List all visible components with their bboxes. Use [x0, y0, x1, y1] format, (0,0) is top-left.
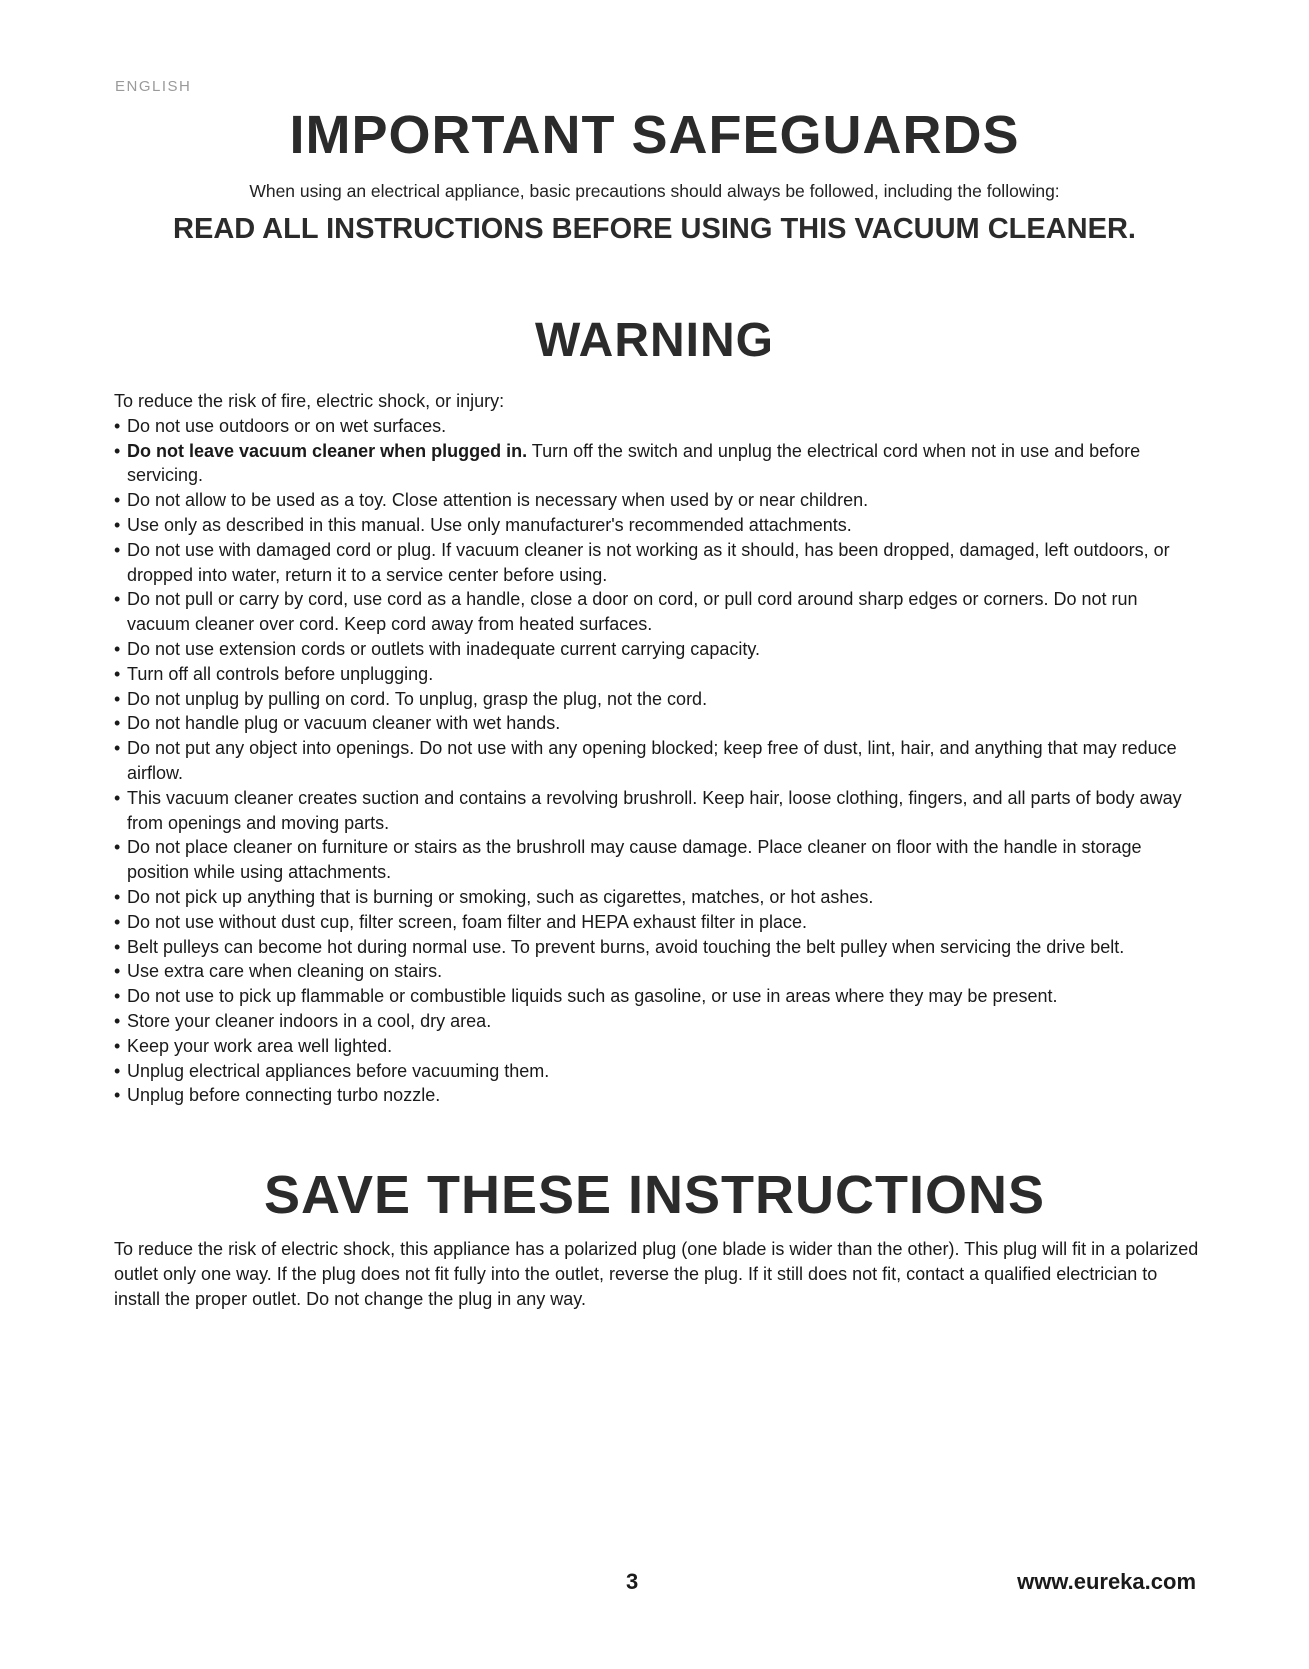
- item-text: Do not use to pick up flammable or combustible liquids such as gasoline, or use in areas where they may be present.: [127, 986, 1058, 1007]
- list-item: [114, 538, 1204, 588]
- item-text: This vacuum cleaner creates suction and contains a revolving brushroll. Keep hair, loose clothing, fingers, and all parts of body away from openings and moving parts.: [127, 787, 1182, 833]
- item-text: Unplug electrical appliances before vacuuming them.: [127, 1060, 550, 1081]
- list-item: [114, 835, 1204, 885]
- item-text: Do not use without dust cup, filter screen, foam filter and HEPA exhaust filter in place.: [127, 911, 808, 932]
- list-item: [114, 935, 1204, 960]
- list-item: [114, 786, 1204, 836]
- language-label: ENGLISH: [115, 78, 192, 95]
- website-url: www.eureka.com: [1017, 1569, 1196, 1594]
- warning-intro: To reduce the risk of fire, electric shock, or injury:: [114, 391, 505, 411]
- item-text: Do not place cleaner on furniture or stairs as the brushroll may cause damage. Place cleaner on floor with the handle in storage position while using attachments.: [127, 837, 1142, 883]
- item-text: Do not use with damaged cord or plug. If vacuum cleaner is not working as it should, has been dropped, damaged, left outdoors, or dropped into water, return it to a service center before using.: [127, 539, 1170, 585]
- warning-list: [114, 414, 1204, 1108]
- list-item: [114, 662, 1204, 687]
- warning-heading: WARNING: [535, 314, 774, 367]
- list-item: [114, 910, 1204, 935]
- list-item: [114, 1083, 1204, 1108]
- item-text: Do not use extension cords or outlets with inadequate current carrying capacity.: [127, 638, 761, 659]
- read-instructions-heading: READ ALL INSTRUCTIONS BEFORE USING THIS VACUUM CLEANER.: [173, 213, 1136, 245]
- list-item: [114, 414, 1204, 439]
- item-text: Turn off all controls before unplugging.: [127, 663, 434, 684]
- item-text: Do not handle plug or vacuum cleaner with wet hands.: [127, 713, 561, 734]
- item-text: Keep your work area well lighted.: [127, 1035, 393, 1056]
- item-text: Do not allow to be used as a toy. Close attention is necessary when used by or near children.: [127, 490, 869, 511]
- list-item: [114, 984, 1204, 1009]
- item-text: Unplug before connecting turbo nozzle.: [127, 1085, 441, 1106]
- list-item: [114, 885, 1204, 910]
- list-item: [114, 587, 1204, 637]
- warning-section: [114, 389, 1204, 1108]
- item-text: Do not unplug by pulling on cord. To unplug, grasp the plug, not the cord.: [127, 688, 708, 709]
- item-text: Use extra care when cleaning on stairs.: [127, 961, 443, 982]
- item-text: Do not pull or carry by cord, use cord as a handle, close a door on cord, or pull cord around sharp edges or corners. Do not run vacuum cleaner over cord. Keep cord away from heated surfaces.: [127, 589, 1138, 635]
- list-item: [114, 687, 1204, 712]
- list-item: [114, 488, 1204, 513]
- list-item: [114, 637, 1204, 662]
- list-item: [114, 736, 1204, 786]
- item-text: Do not pick up anything that is burning or smoking, such as cigarettes, matches, or hot ashes.: [127, 886, 874, 907]
- list-item: [114, 1034, 1204, 1059]
- page-title: IMPORTANT SAFEGUARDS: [289, 105, 1020, 165]
- item-text: Use only as described in this manual. Use only manufacturer's recommended attachments.: [127, 514, 852, 535]
- page-number: 3: [626, 1569, 639, 1594]
- item-text: Turn off the switch and unplug the electrical cord when not in use and before servicing.: [127, 440, 1141, 486]
- item-bold-text: Do not leave vacuum cleaner when plugged in.: [127, 440, 528, 461]
- list-item: [114, 1059, 1204, 1084]
- polarized-plug-paragraph: To reduce the risk of electric shock, this appliance has a polarized plug (one blade is wider than the other). This plug will fit in a polarized outlet only one way. If the plug does not fit fully into the outlet, reverse the plug. If it still does not fit, contact a qualified electrician to install the proper outlet. Do not change the plug in any way.: [114, 1239, 1199, 1309]
- list-item: [114, 513, 1204, 538]
- list-item: [114, 711, 1204, 736]
- item-text: Store your cleaner indoors in a cool, dry area.: [127, 1010, 492, 1031]
- item-text: Belt pulleys can become hot during normal use. To prevent burns, avoid touching the belt pulley when servicing the drive belt.: [127, 936, 1125, 957]
- item-text: Do not use outdoors or on wet surfaces.: [127, 415, 447, 436]
- save-instructions-heading: SAVE THESE INSTRUCTIONS: [263, 1165, 1046, 1225]
- list-item: [114, 439, 1204, 489]
- item-text: Do not put any object into openings. Do not use with any opening blocked; keep free of dust, lint, hair, and anything that may reduce airflow.: [127, 738, 1177, 783]
- list-item: [114, 1009, 1204, 1034]
- list-item: [114, 959, 1204, 984]
- precautions-subtitle: When using an electrical appliance, basic precautions should always be followed, including the following:: [249, 181, 1060, 201]
